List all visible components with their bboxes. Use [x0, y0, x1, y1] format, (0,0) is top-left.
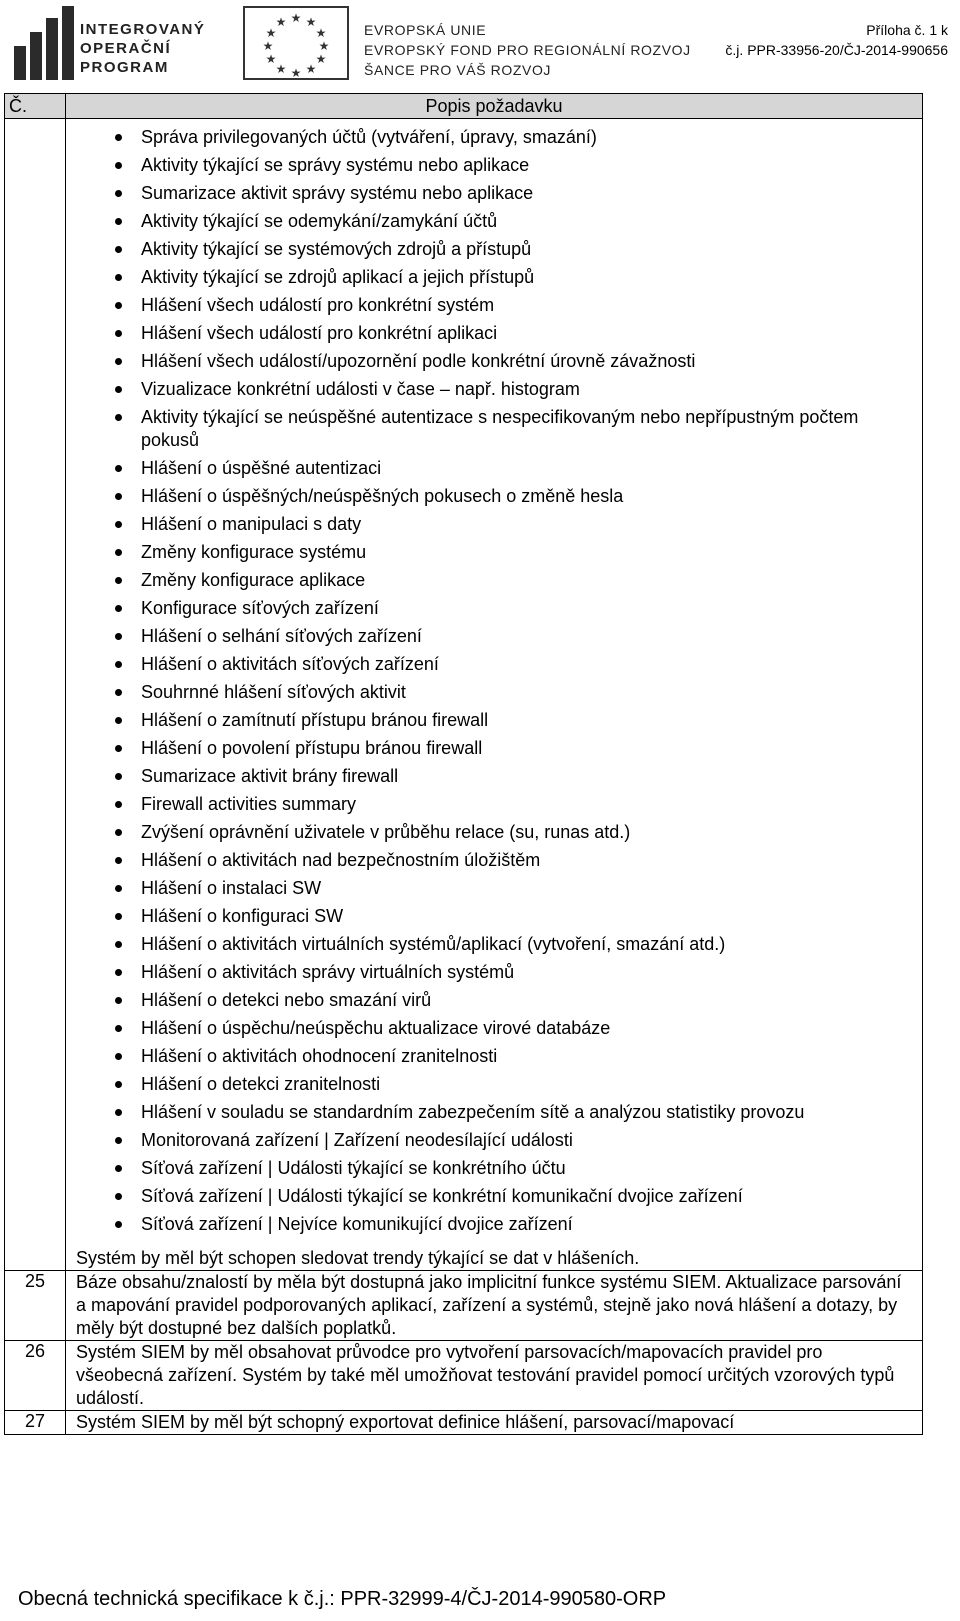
list-item-text: Hlášení všech událostí/upozornění podle konkrétní úrovně závažnosti: [141, 351, 696, 371]
row-number: 25: [5, 1271, 66, 1341]
bullet-icon: [115, 689, 122, 696]
svg-text:★: ★: [315, 26, 327, 40]
bullet-icon: [115, 302, 122, 309]
bullet-icon: [115, 1137, 122, 1144]
row-description: Báze obsahu/znalostí by měla být dostupná jako implicitní funkce systému SIEM. Aktualizace parsování a mapování pravidel podporovaných aplikací, zařízení a systémů, stejně jako nová hlášení a dotazy, by měly být dostupné bez dalších poplatků.: [66, 1271, 923, 1341]
row-text: Systém by měl být schopen sledovat trendy týkající se dat v hlášeních.: [76, 1248, 640, 1268]
bullet-icon: [115, 773, 122, 780]
list-item-text: Hlášení všech událostí pro konkrétní systém: [141, 295, 495, 315]
bullet-icon: [115, 913, 122, 920]
bullet-icon: [115, 1109, 122, 1116]
list-item: [76, 793, 914, 816]
svg-text:★: ★: [305, 62, 317, 76]
list-item: [76, 1017, 914, 1040]
list-item-text: Hlášení o úspěšných/neúspěšných pokusech o změně hesla: [141, 486, 624, 506]
list-item: [76, 681, 914, 704]
bullet-icon: [115, 717, 122, 724]
list-item-text: Aktivity týkající se zdrojů aplikací a jejich přístupů: [141, 267, 535, 287]
list-item: [76, 849, 914, 872]
svg-text:★: ★: [305, 15, 317, 29]
list-item-text: Hlášení o aktivitách virtuálních systémů/aplikací (vytvoření, smazání atd.): [141, 934, 726, 954]
list-item: [76, 513, 914, 536]
bullet-icon: [115, 577, 122, 584]
iop-logo: [14, 6, 214, 80]
eu-flag-icon: [243, 6, 349, 80]
eu-logo-text: EVROPSKÁ UNIE EVROPSKÝ FOND PRO REGIONÁLNÍ ROZVOJ ŠANCE PRO VÁŠ ROZVOJ: [364, 22, 691, 78]
requirements-table: [4, 93, 923, 1435]
list-item: [76, 1129, 914, 1152]
bullet-icon: [115, 1221, 122, 1228]
page-header: [0, 0, 960, 90]
bullet-list: [76, 119, 914, 1236]
list-item-text: Hlášení o manipulaci s daty: [141, 514, 362, 534]
table-row: [5, 119, 923, 1271]
bullet-icon: [115, 801, 122, 808]
list-item: [76, 294, 914, 317]
reference-number: č.j. PPR-33956-20/ČJ-2014-990656: [725, 42, 948, 58]
list-item: [76, 210, 914, 233]
table-header-row: [5, 94, 923, 119]
list-item-text: Zvýšení oprávnění uživatele v průběhu relace (su, runas atd.): [141, 822, 631, 842]
list-item-text: Hlášení o konfiguraci SW: [141, 906, 344, 926]
bullet-icon: [115, 1165, 122, 1172]
document-reference: [725, 20, 948, 60]
list-item-text: Změny konfigurace aplikace: [141, 570, 366, 590]
bullet-icon: [115, 386, 122, 393]
list-item-text: Firewall activities summary: [141, 794, 357, 814]
list-item: [76, 821, 914, 844]
list-item: [76, 1213, 914, 1236]
attachment-label: Příloha č. 1 k: [866, 22, 948, 38]
svg-text:★: ★: [315, 52, 327, 66]
list-item: [76, 1185, 914, 1208]
row-number: 26: [5, 1341, 66, 1411]
svg-text:★: ★: [265, 26, 277, 40]
list-item-text: Hlášení všech událostí pro konkrétní aplikaci: [141, 323, 498, 343]
list-item: [76, 933, 914, 956]
page-footer: Obecná technická specifikace k č.j.: PPR-32999-4/ČJ-2014-990580-ORP: [18, 1588, 667, 1610]
list-item-text: Hlášení o aktivitách nad bezpečnostním úložištěm: [141, 850, 541, 870]
list-item-text: Sumarizace aktivit brány firewall: [141, 766, 399, 786]
svg-text:★: ★: [275, 15, 287, 29]
list-item-text: Hlášení o aktivitách ohodnocení zranitelnosti: [141, 1046, 498, 1066]
list-item-text: Monitorovaná zařízení | Zařízení neodesílající události: [141, 1130, 573, 1150]
list-item: [76, 737, 914, 760]
list-item-text: Hlášení o detekci zranitelnosti: [141, 1074, 381, 1094]
list-item: [76, 238, 914, 261]
iop-logo-text: INTEGROVANÝ OPERAČNÍ PROGRAM: [80, 21, 206, 76]
bullet-icon: [115, 162, 122, 169]
row-description: Systém SIEM by měl být schopný exportovat definice hlášení, parsovací/mapovací: [66, 1411, 923, 1435]
list-item: [76, 961, 914, 984]
table-row: [5, 1271, 923, 1341]
list-item-text: Vizualizace konkrétní události v čase – např. histogram: [141, 379, 580, 399]
list-item-text: Síťová zařízení | Události týkající se konkrétní komunikační dvojice zařízení: [141, 1186, 743, 1206]
list-item-text: Síťová zařízení | Nejvíce komunikující dvojice zařízení: [141, 1214, 573, 1234]
list-item-text: Správa privilegovaných účtů (vytváření, úpravy, smazání): [141, 127, 597, 147]
bullet-icon: [115, 330, 122, 337]
column-header-number: Č.: [5, 94, 66, 119]
bullet-icon: [115, 1081, 122, 1088]
bullet-icon: [115, 134, 122, 141]
list-item: [76, 653, 914, 676]
list-item-text: Hlášení o zamítnutí přístupu bránou firewall: [141, 710, 489, 730]
list-item-text: Hlášení o selhání síťových zařízení: [141, 626, 422, 646]
list-item-text: Hlášení o povolení přístupu bránou firewall: [141, 738, 483, 758]
list-item-text: Hlášení o instalaci SW: [141, 878, 322, 898]
list-item: [76, 1101, 914, 1124]
bullet-icon: [115, 190, 122, 197]
list-item-text: Sumarizace aktivit správy systému nebo aplikace: [141, 183, 534, 203]
column-header-description: Popis požadavku: [66, 94, 923, 119]
list-item: [76, 905, 914, 928]
row-description: Systém SIEM by měl obsahovat průvodce pro vytvoření parsovacích/mapovacích pravidel pro všeobecná zařízení. Systém by také měl umožňovat testování pravidel pomocí určitých vzorových typů událostí.: [66, 1341, 923, 1411]
list-item-text: Hlášení o aktivitách síťových zařízení: [141, 654, 439, 674]
list-item-text: Hlášení v souladu se standardním zabezpečením sítě a analýzou statistiky provozu: [141, 1102, 805, 1122]
bullet-icon: [115, 605, 122, 612]
bullet-icon: [115, 941, 122, 948]
list-item: [76, 569, 914, 592]
bullet-icon: [115, 218, 122, 225]
list-item: [76, 989, 914, 1012]
list-item: [76, 350, 914, 373]
list-item: [76, 266, 914, 289]
svg-text:★: ★: [290, 11, 302, 25]
bullet-icon: [115, 745, 122, 752]
bullet-icon: [115, 274, 122, 281]
list-item: [76, 457, 914, 480]
svg-text:★: ★: [275, 62, 287, 76]
bullet-icon: [115, 358, 122, 365]
list-item: [76, 709, 914, 732]
bullet-icon: [115, 549, 122, 556]
list-item: [76, 126, 914, 149]
list-item: [76, 1157, 914, 1180]
list-item: [76, 485, 914, 508]
list-item-text: Hlášení o úspěchu/neúspěchu aktualizace virové databáze: [141, 1018, 611, 1038]
list-item: [76, 1045, 914, 1068]
bullet-icon: [115, 661, 122, 668]
list-item: [76, 1073, 914, 1096]
list-item: [76, 625, 914, 648]
bullet-icon: [115, 885, 122, 892]
iop-logo-bars-icon: [14, 6, 76, 80]
list-item: [76, 154, 914, 177]
svg-text:★: ★: [318, 39, 330, 53]
table-row: [5, 1341, 923, 1411]
bullet-icon: [115, 246, 122, 253]
bullet-icon: [115, 997, 122, 1004]
bullet-icon: [115, 857, 122, 864]
svg-text:★: ★: [290, 66, 302, 78]
list-item-text: Síťová zařízení | Události týkající se konkrétního účtu: [141, 1158, 566, 1178]
list-item-text: Aktivity týkající se systémových zdrojů a přístupů: [141, 239, 532, 259]
bullet-icon: [115, 465, 122, 472]
bullet-icon: [115, 1025, 122, 1032]
list-item: [76, 541, 914, 564]
list-item: [76, 597, 914, 620]
bullet-icon: [115, 521, 122, 528]
bullet-icon: [115, 1193, 122, 1200]
svg-text:★: ★: [262, 39, 274, 53]
list-item-text: Souhrnné hlášení síťových aktivit: [141, 682, 406, 702]
row-number: 27: [5, 1411, 66, 1435]
bullet-icon: [115, 493, 122, 500]
list-item-text: Konfigurace síťových zařízení: [141, 598, 379, 618]
list-item: [76, 378, 914, 401]
list-item-text: Aktivity týkající se správy systému nebo aplikace: [141, 155, 530, 175]
list-item: [76, 182, 914, 205]
row-number: [5, 119, 66, 1271]
list-item: [76, 765, 914, 788]
list-item-text: Hlášení o aktivitách správy virtuálních systémů: [141, 962, 515, 982]
list-item: [76, 877, 914, 900]
list-item: [76, 322, 914, 345]
bullet-icon: [115, 414, 122, 421]
table-row: [5, 1411, 923, 1435]
list-item-text: Hlášení o detekci nebo smazání virů: [141, 990, 432, 1010]
bullet-icon: [115, 829, 122, 836]
list-item-text: Změny konfigurace systému: [141, 542, 367, 562]
svg-text:★: ★: [265, 52, 277, 66]
bullet-icon: [115, 1053, 122, 1060]
list-item: [76, 406, 914, 452]
list-item-text: Aktivity týkající se odemykání/zamykání účtů: [141, 211, 498, 231]
bullet-icon: [115, 969, 122, 976]
bullet-icon: [115, 633, 122, 640]
list-item-text: Aktivity týkající se neúspěšné autentizace s nespecifikovaným nebo nepřípustným počtem pokusů: [141, 407, 859, 450]
list-item-text: Hlášení o úspěšné autentizaci: [141, 458, 382, 478]
row-description: [66, 119, 923, 1271]
